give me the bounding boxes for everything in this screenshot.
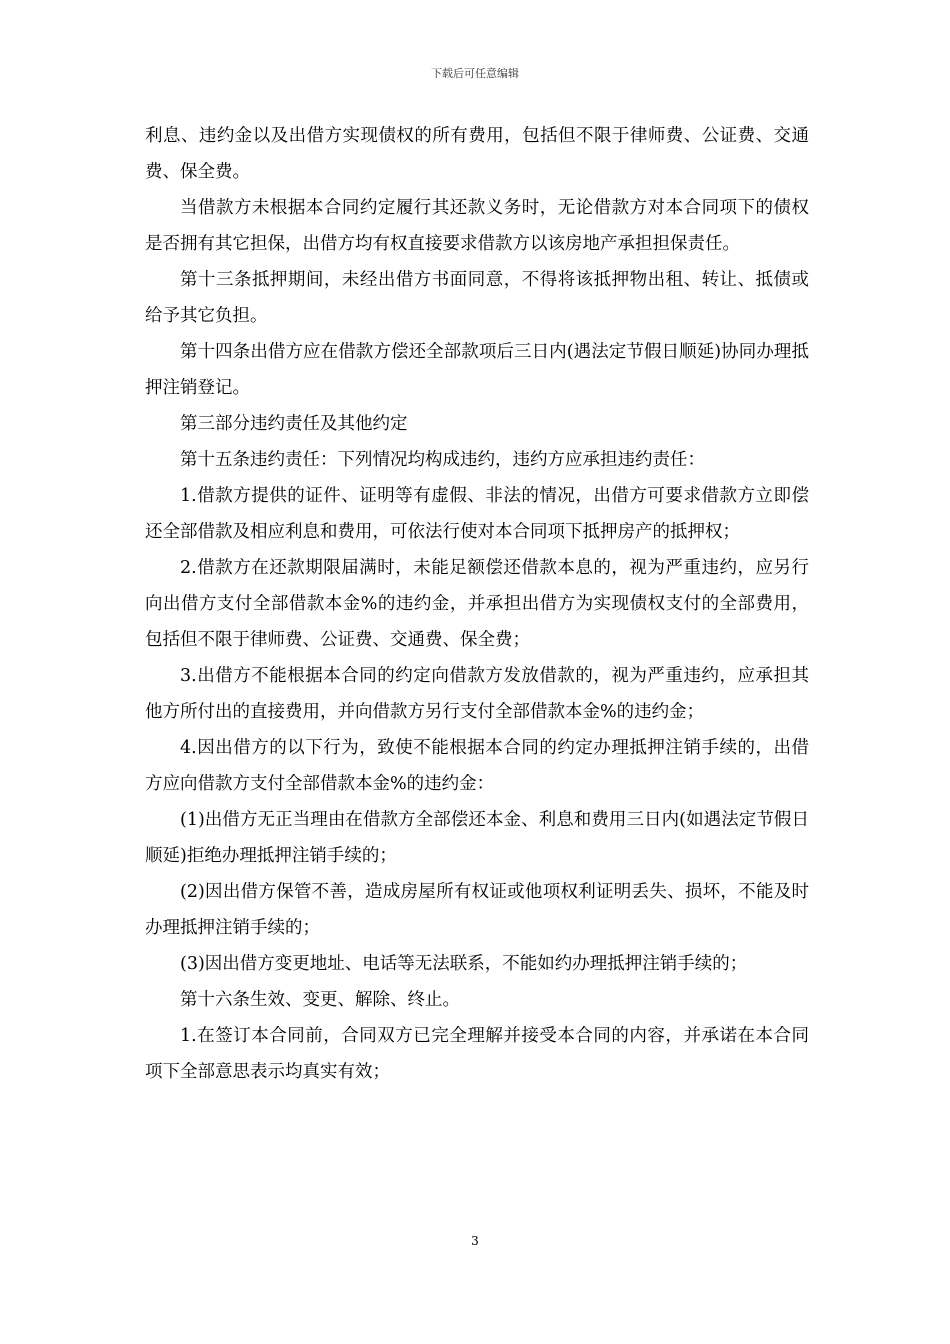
sub-item-1: (1)出借方无正当理由在借款方全部偿还本金、利息和费用三日内(如遇法定节假日顺延)拒绝办理抵押注销手续的； [145, 810, 809, 866]
paragraph-article-13: 第十三条抵押期间，未经出借方书面同意，不得将该抵押物出租、转让、抵债或给予其它负担。 [145, 270, 809, 326]
section-heading-part-3: 第三部分违约责任及其他约定 [180, 414, 408, 434]
paragraph-article-14: 第十四条出借方应在借款方偿还全部款项后三日内(遇法定节假日顺延)协同办理抵押注销登记。 [145, 342, 809, 398]
document-body [145, 118, 809, 1090]
list-item-1: 1.借款方提供的证件、证明等有虚假、非法的情况，出借方可要求借款方立即偿还全部借款及相应利息和费用，可依法行使对本合同项下抵押房产的抵押权； [145, 486, 809, 542]
page-number: 3 [471, 1234, 479, 1248]
list-item-3: 3.出借方不能根据本合同的约定向借款方发放借款的，视为严重违约，应承担其他方所付出的直接费用，并向借款方另行支付全部借款本金%的违约金； [145, 666, 809, 722]
paragraph-article-16: 第十六条生效、变更、解除、终止。 [180, 990, 460, 1010]
list-item-16-1: 1.在签订本合同前，合同双方已完全理解并接受本合同的内容，并承诺在本合同项下全部意思表示均真实有效； [145, 1026, 809, 1082]
paragraph-continuation: 利息、违约金以及出借方实现债权的所有费用，包括但不限于律师费、公证费、交通费、保全费。 [145, 126, 809, 182]
list-item-2: 2.借款方在还款期限届满时，未能足额偿还借款本息的，视为严重违约，应另行向出借方支付全部借款本金%的违约金，并承担出借方为实现债权支付的全部费用，包括但不限于律师费、公证费、交通费、保全费； [145, 558, 809, 650]
list-item-4: 4.因出借方的以下行为，致使不能根据本合同的约定办理抵押注销手续的，出借方应向借款方支付全部借款本金%的违约金： [145, 738, 809, 794]
sub-item-3: (3)因出借方变更地址、电话等无法联系，不能如约办理抵押注销手续的； [180, 954, 748, 974]
sub-item-2: (2)因出借方保管不善，造成房屋所有权证或他项权利证明丢失、损坏，不能及时办理抵押注销手续的； [145, 882, 809, 938]
paragraph-article-15: 第十五条违约责任：下列情况均构成违约，违约方应承担违约责任： [180, 450, 705, 470]
paragraph: 当借款方未根据本合同约定履行其还款义务时，无论借款方对本合同项下的债权是否拥有其它担保，出借方均有权直接要求借款方以该房地产承担担保责任。 [145, 198, 809, 254]
page-header: 下载后可任意编辑 [431, 67, 519, 80]
